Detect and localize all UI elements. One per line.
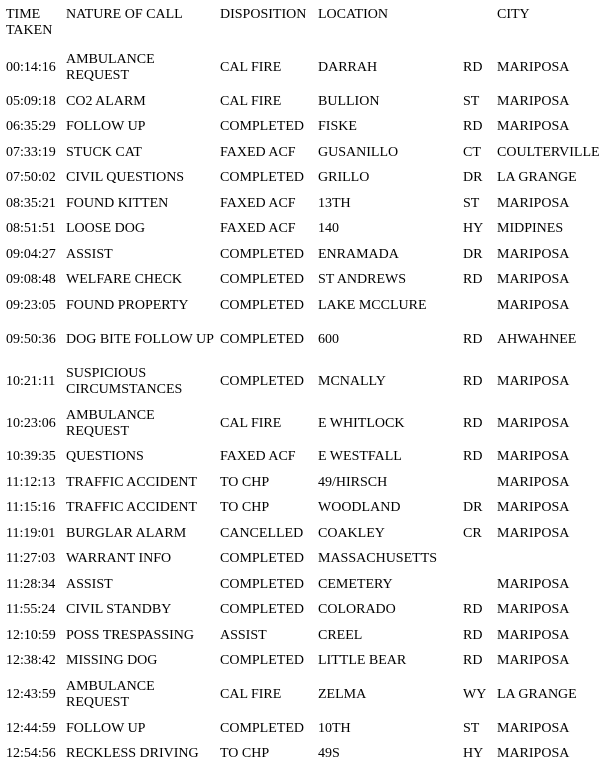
- cell-street-suffix: RD: [463, 331, 483, 347]
- cell-disposition: COMPLETED: [220, 653, 304, 669]
- cell-nature-of-call: CO2 ALARM: [66, 93, 146, 109]
- cell-city: AHWAHNEE: [497, 331, 577, 347]
- cell-nature-of-call: FOUND PROPERTY: [66, 297, 189, 313]
- cell-nature-of-call: TRAFFIC ACCIDENT: [66, 474, 198, 490]
- cell-nature-of-call: MISSING DOG: [66, 653, 158, 669]
- cell-city: MARIPOSA: [497, 93, 570, 109]
- cell-nature-of-call: CIVIL STANDBY: [66, 602, 172, 618]
- cell-time-taken: 12:54:56: [6, 746, 56, 762]
- cell-street-suffix: RD: [463, 272, 483, 288]
- table-row: [0, 217, 614, 243]
- cell-street-suffix: DR: [463, 246, 483, 262]
- header-nature-of-call: NATURE OF CALL: [66, 7, 183, 22]
- cell-time-taken: 10:23:06: [6, 415, 56, 431]
- cell-location: ZELMA: [318, 687, 367, 702]
- cell-nature-of-call: AMBULANCE REQUEST: [66, 52, 155, 83]
- cell-location: WOODLAND: [318, 500, 401, 516]
- cell-street-suffix: HY: [463, 746, 484, 762]
- cell-city: [497, 547, 614, 573]
- cell-time-taken: 10:39:35: [6, 449, 56, 465]
- cell-city: MARIPOSA: [497, 60, 570, 75]
- table-row: [0, 89, 614, 115]
- cell-disposition: CAL FIRE: [220, 60, 282, 75]
- cell-city: MARIPOSA: [497, 602, 570, 618]
- cell-city: MARIPOSA: [497, 246, 570, 262]
- cell-city: MARIPOSA: [497, 474, 570, 490]
- cell-street-suffix: CT: [463, 144, 481, 160]
- cell-location: DARRAH: [318, 60, 378, 75]
- cell-disposition: COMPLETED: [220, 720, 304, 736]
- table-row: [0, 166, 614, 192]
- cell-disposition: COMPLETED: [220, 551, 304, 567]
- cell-city: MARIPOSA: [497, 720, 570, 736]
- cell-nature-of-call: ASSIST: [66, 576, 113, 592]
- cell-location: MASSACHUSETTS: [318, 551, 438, 567]
- cell-location: 13TH: [318, 195, 351, 211]
- cell-location: COAKLEY: [318, 525, 385, 541]
- cell-nature-of-call: QUESTIONS: [66, 449, 144, 465]
- header-street-suffix: [463, 0, 497, 47]
- cell-disposition: FAXED ACF: [220, 144, 296, 160]
- table-row: [0, 293, 614, 319]
- cell-time-taken: 09:50:36: [6, 331, 56, 347]
- cell-city: MIDPINES: [497, 221, 564, 237]
- cell-street-suffix: RD: [463, 415, 483, 431]
- header-location: LOCATION: [318, 7, 388, 22]
- cell-time-taken: 12:38:42: [6, 653, 56, 669]
- table-row: [0, 361, 614, 403]
- cell-nature-of-call: FOLLOW UP: [66, 720, 146, 736]
- cell-time-taken: 11:15:16: [6, 500, 56, 516]
- cell-location: GRILLO: [318, 170, 370, 186]
- cell-city: COULTERVILLE: [497, 144, 600, 160]
- cell-nature-of-call: WARRANT INFO: [66, 551, 172, 567]
- cell-disposition: COMPLETED: [220, 297, 304, 313]
- header-time-taken: TIME TAKEN: [6, 7, 53, 38]
- cell-street-suffix: [463, 547, 497, 573]
- cell-nature-of-call: FOUND KITTEN: [66, 195, 169, 211]
- cell-location: CEMETERY: [318, 576, 393, 592]
- cell-disposition: COMPLETED: [220, 331, 304, 347]
- cell-city: MARIPOSA: [497, 119, 570, 135]
- cell-location: LAKE MCCLURE: [318, 297, 427, 313]
- cell-time-taken: 12:44:59: [6, 720, 56, 736]
- cell-disposition: COMPLETED: [220, 246, 304, 262]
- table-row: [0, 547, 614, 573]
- cell-nature-of-call: RECKLESS DRIVING: [66, 746, 199, 762]
- cell-city: MARIPOSA: [497, 500, 570, 516]
- table-row: [0, 674, 614, 716]
- cell-location: CREEL: [318, 627, 363, 643]
- cell-time-taken: 11:55:24: [6, 602, 56, 618]
- cell-street-suffix: [463, 293, 497, 319]
- cell-city: MARIPOSA: [497, 746, 570, 762]
- cell-disposition: CANCELLED: [220, 525, 304, 541]
- cell-disposition: TO CHP: [220, 746, 270, 762]
- cell-disposition: CAL FIRE: [220, 415, 282, 431]
- cell-city: MARIPOSA: [497, 525, 570, 541]
- cell-nature-of-call: STUCK CAT: [66, 144, 142, 160]
- cell-city: MARIPOSA: [497, 195, 570, 211]
- table-row: [0, 716, 614, 742]
- cell-disposition: COMPLETED: [220, 272, 304, 288]
- cell-time-taken: 05:09:18: [6, 93, 56, 109]
- cell-time-taken: 06:35:29: [6, 119, 56, 135]
- cell-location: E WESTFALL: [318, 449, 402, 465]
- cell-disposition: COMPLETED: [220, 119, 304, 135]
- cell-city: MARIPOSA: [497, 415, 570, 431]
- cell-disposition: CAL FIRE: [220, 93, 282, 109]
- cell-street-suffix: ST: [463, 195, 480, 211]
- cell-time-taken: 10:21:11: [6, 373, 56, 389]
- table-row: [0, 623, 614, 649]
- table-row: [0, 403, 614, 445]
- table-row: [0, 115, 614, 141]
- header-city: CITY: [497, 7, 530, 22]
- cell-time-taken: 11:19:01: [6, 525, 56, 541]
- cell-street-suffix: CR: [463, 525, 482, 541]
- cell-nature-of-call: POSS TRESPASSING: [66, 627, 195, 643]
- cell-time-taken: 11:27:03: [6, 551, 56, 567]
- cell-street-suffix: HY: [463, 221, 484, 237]
- cell-disposition: CAL FIRE: [220, 687, 282, 702]
- header-row: [0, 0, 614, 47]
- cell-disposition: FAXED ACF: [220, 195, 296, 211]
- cell-disposition: FAXED ACF: [220, 221, 296, 237]
- cell-location: LITTLE BEAR: [318, 653, 407, 669]
- cell-city: MARIPOSA: [497, 297, 570, 313]
- cell-street-suffix: RD: [463, 653, 483, 669]
- table-row: [0, 470, 614, 496]
- cell-street-suffix: [463, 572, 497, 598]
- cell-location: COLORADO: [318, 602, 396, 618]
- cell-disposition: TO CHP: [220, 500, 270, 516]
- table-row: [0, 572, 614, 598]
- cell-city: MARIPOSA: [497, 653, 570, 669]
- cell-city: MARIPOSA: [497, 576, 570, 592]
- cell-time-taken: 09:23:05: [6, 297, 56, 313]
- cell-street-suffix: RD: [463, 602, 483, 618]
- cell-time-taken: 07:33:19: [6, 144, 56, 160]
- cell-city: LA GRANGE: [497, 687, 577, 702]
- cell-time-taken: 09:08:48: [6, 272, 56, 288]
- cell-nature-of-call: DOG BITE FOLLOW UP: [66, 331, 214, 347]
- header-disposition: DISPOSITION: [220, 7, 307, 22]
- cell-street-suffix: RD: [463, 627, 483, 643]
- table-row: [0, 598, 614, 624]
- cell-time-taken: 08:35:21: [6, 195, 56, 211]
- cell-city: MARIPOSA: [497, 627, 570, 643]
- cell-location: MCNALLY: [318, 373, 386, 389]
- cell-location: 49/HIRSCH: [318, 474, 388, 490]
- cell-disposition: COMPLETED: [220, 170, 304, 186]
- table-row: [0, 496, 614, 522]
- cell-nature-of-call: BURGLAR ALARM: [66, 525, 187, 541]
- cell-city: MARIPOSA: [497, 373, 570, 389]
- cell-time-taken: 12:43:59: [6, 687, 56, 702]
- cell-nature-of-call: AMBULANCE REQUEST: [66, 679, 155, 710]
- cell-street-suffix: WY: [463, 687, 487, 702]
- cell-time-taken: 11:12:13: [6, 474, 56, 490]
- cell-nature-of-call: SUSPICIOUS CIRCUMSTANCES: [66, 365, 183, 397]
- table-row: [0, 521, 614, 547]
- table-row: [0, 242, 614, 268]
- cell-disposition: FAXED ACF: [220, 449, 296, 465]
- cell-street-suffix: ST: [463, 720, 480, 736]
- table-row: [0, 140, 614, 166]
- cell-location: E WHITLOCK: [318, 415, 405, 431]
- cell-time-taken: 12:10:59: [6, 627, 56, 643]
- cell-street-suffix: [463, 470, 497, 496]
- cell-time-taken: 00:14:16: [6, 60, 56, 75]
- cell-disposition: COMPLETED: [220, 373, 304, 389]
- table-row: [0, 742, 614, 768]
- table-row: [0, 445, 614, 471]
- cell-location: ST ANDREWS: [318, 272, 407, 288]
- cell-time-taken: 09:04:27: [6, 246, 56, 262]
- table-row: [0, 319, 614, 361]
- cell-disposition: TO CHP: [220, 474, 270, 490]
- cell-disposition: ASSIST: [220, 627, 267, 643]
- cell-street-suffix: RD: [463, 60, 483, 75]
- cell-street-suffix: RD: [463, 449, 483, 465]
- cell-street-suffix: RD: [463, 373, 483, 389]
- cell-location: 140: [318, 221, 339, 237]
- table-row: [0, 47, 614, 89]
- cell-nature-of-call: FOLLOW UP: [66, 119, 146, 135]
- cell-time-taken: 11:28:34: [6, 576, 56, 592]
- cell-street-suffix: ST: [463, 93, 480, 109]
- cell-city: LA GRANGE: [497, 170, 577, 186]
- cell-city: MARIPOSA: [497, 272, 570, 288]
- cell-street-suffix: DR: [463, 500, 483, 516]
- table-row: [0, 191, 614, 217]
- cell-disposition: COMPLETED: [220, 602, 304, 618]
- cell-time-taken: 08:51:51: [6, 221, 56, 237]
- cell-location: FISKE: [318, 119, 357, 135]
- cell-nature-of-call: ASSIST: [66, 246, 113, 262]
- cell-location: 49S: [318, 746, 340, 762]
- cell-street-suffix: DR: [463, 170, 483, 186]
- cell-city: MARIPOSA: [497, 449, 570, 465]
- cell-location: BULLION: [318, 93, 380, 109]
- cell-time-taken: 07:50:02: [6, 170, 56, 186]
- cell-disposition: COMPLETED: [220, 576, 304, 592]
- cell-location: 600: [318, 331, 339, 347]
- cell-nature-of-call: LOOSE DOG: [66, 221, 145, 237]
- cell-nature-of-call: WELFARE CHECK: [66, 272, 183, 288]
- cell-nature-of-call: CIVIL QUESTIONS: [66, 170, 185, 186]
- cell-location: ENRAMADA: [318, 246, 399, 262]
- table-row: [0, 649, 614, 675]
- cell-nature-of-call: AMBULANCE REQUEST: [66, 407, 155, 439]
- cell-location: 10TH: [318, 720, 351, 736]
- cell-location: GUSANILLO: [318, 144, 399, 160]
- cell-street-suffix: RD: [463, 119, 483, 135]
- table-row: [0, 268, 614, 294]
- cell-nature-of-call: TRAFFIC ACCIDENT: [66, 500, 198, 516]
